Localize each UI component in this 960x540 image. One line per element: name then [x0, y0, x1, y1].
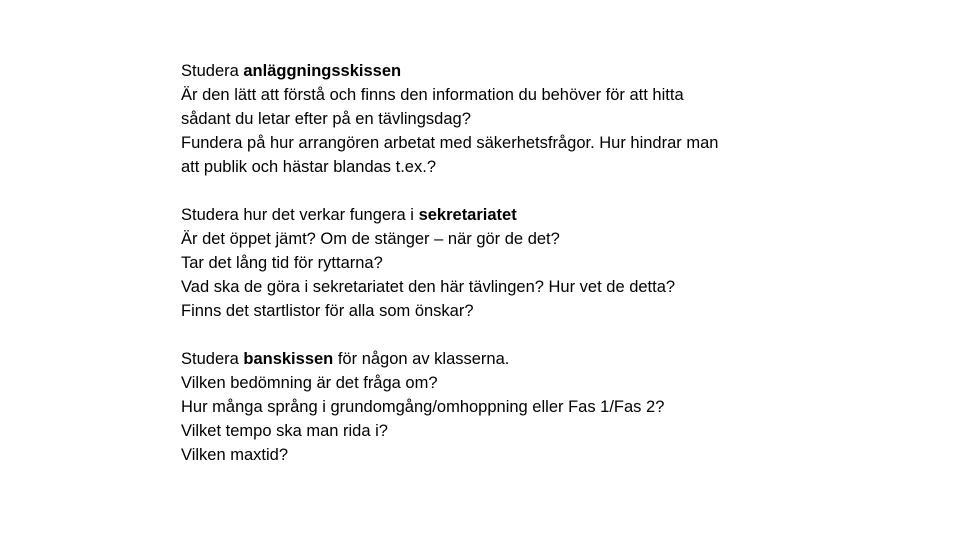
- text-line: sådant du letar efter på en tävlingsdag?: [181, 110, 471, 128]
- text-line: Är den lätt att förstå och finns den information du behöver för att hitta: [181, 86, 684, 104]
- section-heading: [181, 59, 921, 83]
- section-heading: [181, 347, 921, 371]
- text-line: Finns det startlistor för alla som önskar?: [181, 302, 474, 320]
- text-line: Vilken bedömning är det fråga om?: [181, 374, 438, 392]
- section-secretariat: [181, 203, 921, 323]
- text-line: Vilket tempo ska man rida i?: [181, 422, 388, 440]
- section-course-sketch: [181, 347, 921, 467]
- text-line: Vilken maxtid?: [181, 446, 289, 464]
- text-line: Tar det lång tid för ryttarna?: [181, 254, 383, 272]
- section-heading: [181, 203, 921, 227]
- heading-bold-term: banskissen: [243, 350, 334, 368]
- text-line: Hur många språng i grundomgång/omhoppning eller Fas 1/Fas 2?: [181, 398, 665, 416]
- heading-bold-term: sekretariatet: [418, 206, 517, 224]
- heading-suffix: för någon av klasserna.: [333, 350, 510, 368]
- text-line: att publik och hästar blandas t.ex.?: [181, 158, 436, 176]
- text-line: Är det öppet jämt? Om de stänger – när gör de det?: [181, 230, 560, 248]
- heading-bold-term: anläggningsskissen: [243, 62, 402, 80]
- text-line: Vad ska de göra i sekretariatet den här tävlingen? Hur vet de detta?: [181, 278, 676, 296]
- slide-text-body: [181, 59, 921, 491]
- heading-prefix: Studera: [181, 62, 244, 80]
- heading-prefix: Studera hur det verkar fungera i: [181, 206, 419, 224]
- section-facility-sketch: [181, 59, 921, 179]
- heading-prefix: Studera: [181, 350, 244, 368]
- text-line: Fundera på hur arrangören arbetat med säkerhetsfrågor. Hur hindrar man: [181, 134, 719, 152]
